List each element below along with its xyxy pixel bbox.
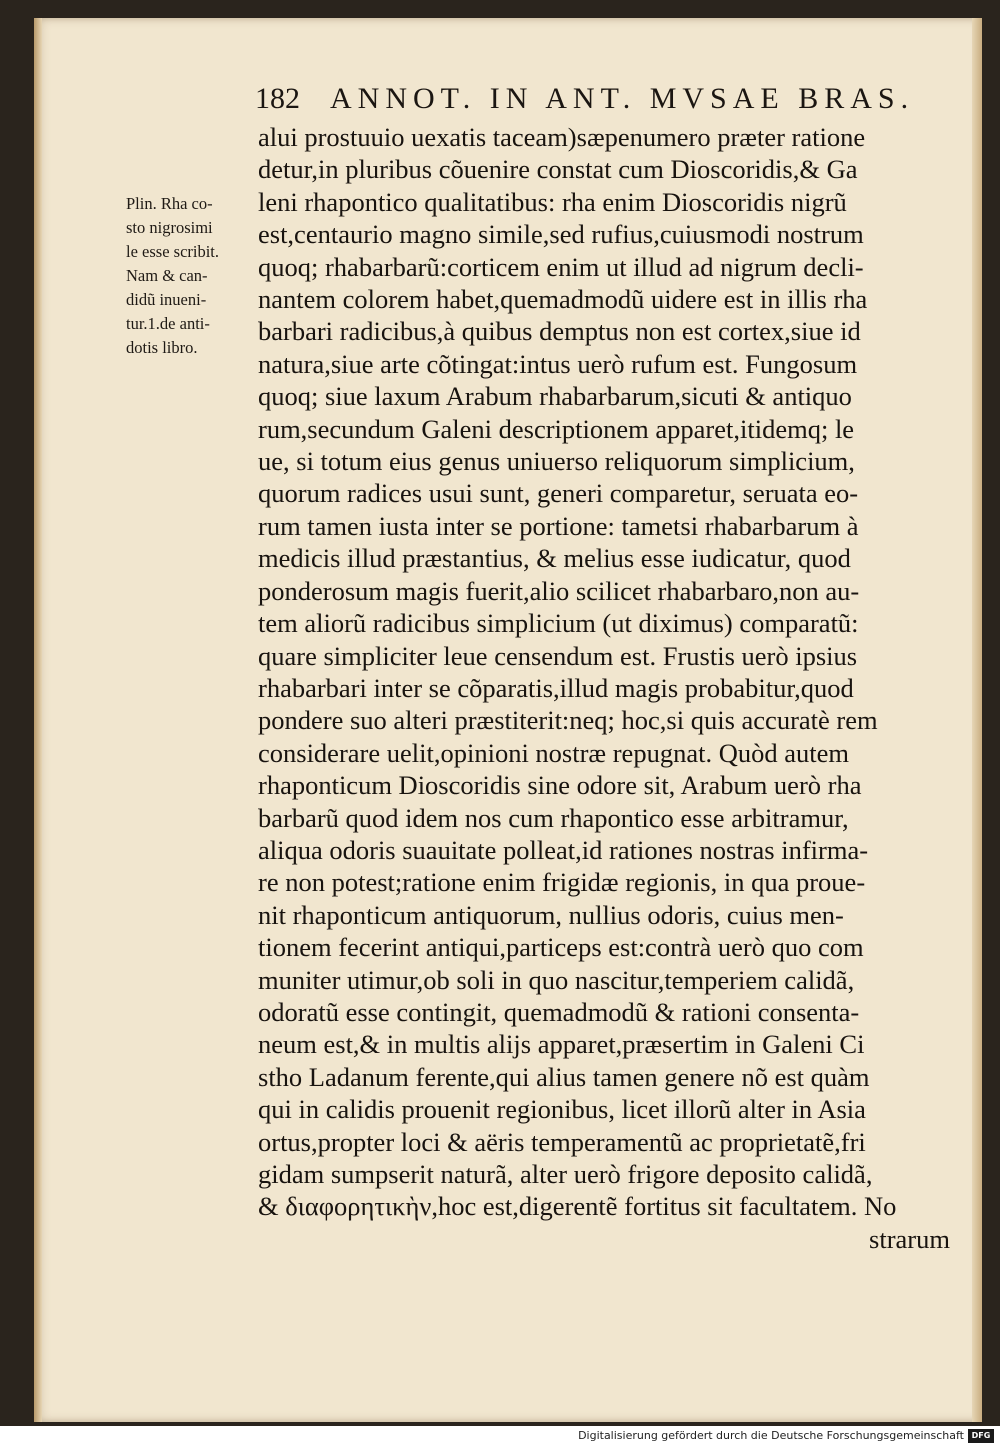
text-line: ortus,propter loci & aëris temperamentũ ac proprietatẽ,fri [258,1126,866,1157]
text-line: muniter utimur,ob soli in quo nascitur,temperiem calidã, [258,964,855,995]
text-line: pondere suo alteri præstiterit:neq; hoc,si quis accuratè rem [258,705,878,736]
text-line: ponderosum magis fuerit,alio scilicet rhabarbaro,non au- [258,575,860,606]
text-line: tem aliorũ radicibus simplicium (ut diximus) comparatũ: [258,608,859,639]
text-line: est,centaurio magno simile,sed rufius,cuiusmodi nostrum [258,219,864,250]
text-line: alui prostuuio uexatis taceam)sæpenumero præter ratione [258,122,866,152]
text-line: leni rhapontico qualitatibus: rha enim Dioscoridis nigrũ [258,186,847,217]
margin-note-line: le esse scribit. [126,242,220,261]
footer-bar [0,1426,1000,1447]
text-line: nantem colorem habet,quemadmodũ uidere est in illis rha [258,284,868,315]
running-title: ANNOT. IN ANT. MVSAE BRAS. [330,82,915,115]
text-line: stho Ladanum ferente,qui alius tamen genere nõ est quàm [258,1061,870,1092]
text-line: ue, si totum eius genus uniuerso reliquorum simplicium, [258,446,855,477]
text-line: neum est,& in multis alijs apparet,præsertim in Galeni Ci [258,1029,865,1060]
footer-credit: Digitalisierung gefördert durch die Deutsche Forschungsgemeinschaft [578,1429,964,1442]
text-line: barbarũ quod idem nos cum rhapontico esse arbitramur, [258,802,849,833]
body-text [258,121,958,1255]
text-line: rhaponticum Dioscoridis sine odore sit, Arabum uerò rha [258,770,862,801]
margin-note-line: didũ inueni- [126,290,207,309]
text-line: nit rhaponticum antiquorum, nullius odoris, cuius men- [258,899,844,930]
margin-note-line: tur.1.de anti- [126,314,210,333]
catchword: strarum [869,1223,950,1254]
running-head [255,82,915,116]
text-line: rum,secundum Galeni descriptionem apparet,itidemq; le [258,413,855,444]
text-line: & διαφορητικὴν,hoc est,digerentẽ fortitus sit facultatem. No [258,1191,897,1222]
margin-note [126,192,256,360]
margin-note-line: Plin. Rha co- [126,194,213,213]
text-line: natura,siue arte cõtingat:intus uerò rufum est. Fungosum [258,348,858,379]
text-line: considerare uelit,opinioni nostræ repugnat. Quòd autem [258,737,849,768]
text-line: gidam sumpserit naturã, alter uerò frigore deposito calidã, [258,1159,873,1189]
margin-note-line: dotis libro. [126,338,198,357]
text-line: detur,in pluribus cõuenire constat cum Dioscoridis,& Ga [258,154,858,185]
text-line: odoratũ esse contingit, quemadmodũ & rationi consenta- [258,996,860,1027]
text-line: rhabarbari inter se cõparatis,illud magis probabitur,quod [258,672,854,703]
text-line: quoq; rhabarbarũ:corticem enim ut illud ad nigrum decli- [258,251,864,282]
text-line: tionem fecerint antiqui,particeps est:contrà uerò quo com [258,932,864,963]
text-line: re non potest;ratione enim frigidæ regionis, in qua proue- [258,867,866,898]
text-line: aliqua odoris suauitate polleat,id rationes nostras infirma- [258,834,869,865]
margin-note-line: sto nigrosimi [126,218,213,237]
dfg-logo: DFG [968,1429,994,1443]
page-number: 182 [255,82,300,115]
margin-note-line: Nam & can- [126,266,208,285]
page-gutter [34,18,42,1422]
text-line: qui in calidis prouenit regionibus, licet illorũ alter in Asia [258,1094,866,1125]
text-line: barbari radicibus,à quibus demptus non est cortex,siue id [258,316,861,347]
text-line: rum tamen iusta inter se portione: tametsi rhabarbarum à [258,510,859,541]
text-line: quare simpliciter leue censendum est. Frustis uerò ipsius [258,640,858,671]
text-line: quorum radices usui sunt, generi comparetur, seruata eo- [258,478,859,509]
text-line: medicis illud præstantius, & melius esse iudicatur, quod [258,543,851,574]
text-line: quoq; siue laxum Arabum rhabarbarum,sicuti & antiquo [258,381,852,412]
page-fore-edge [972,18,982,1422]
